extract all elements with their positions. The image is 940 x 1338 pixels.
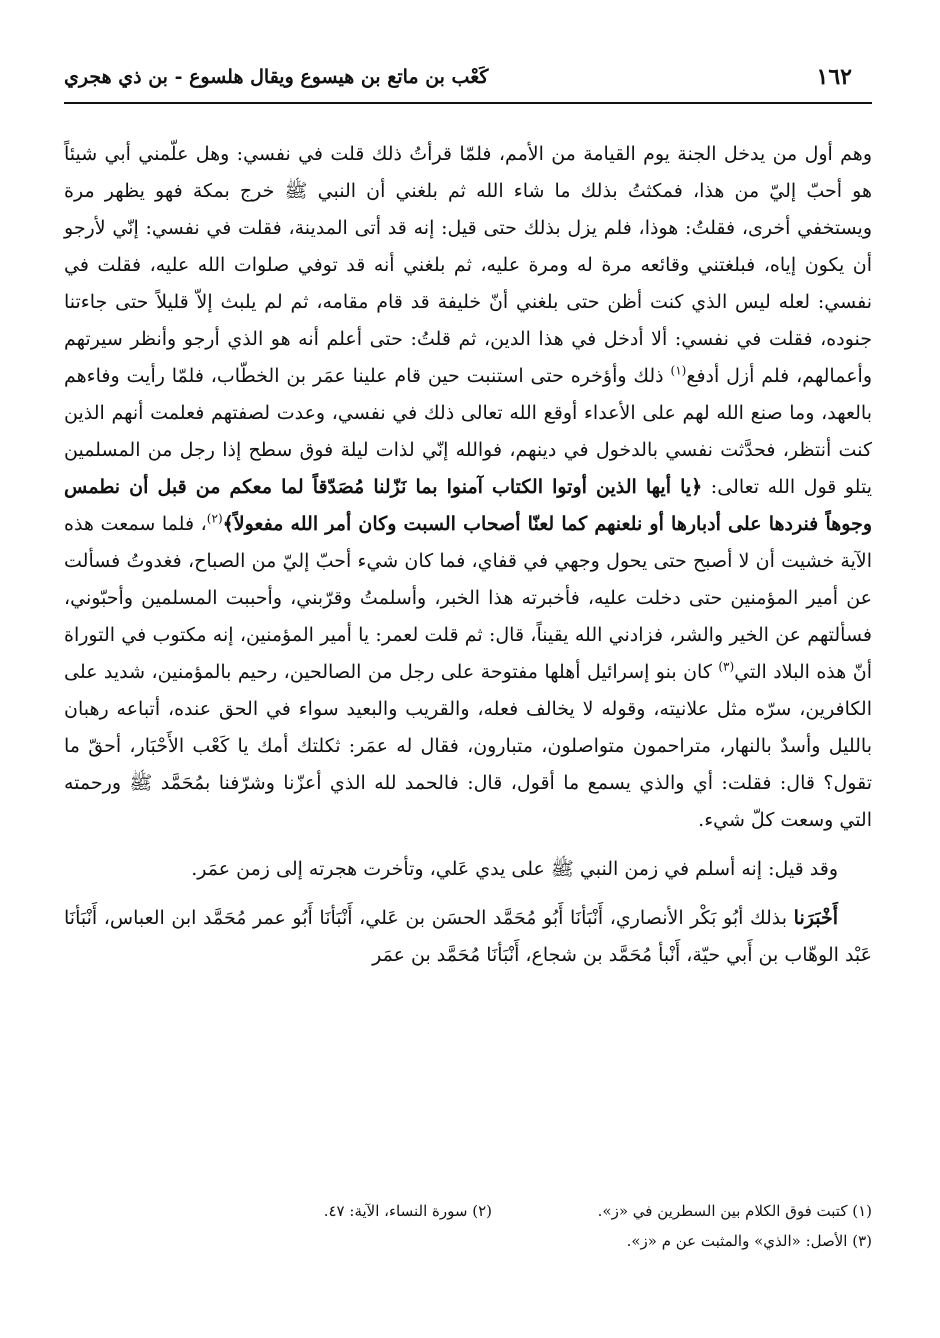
- paragraph-1-part-a: وهم أول من يدخل الجنة يوم القيامة من الأمم، فلمّا قرأتُ ذلك قلت في نفسي: وهل علّمني أبي شيئاً هو أحبّ إليّ من هذا، فمكثتُ بذلك ما شاء الله ثم بلغني أن النبي ﷺ خرج بمكة فهو يظهر مرة ويستخفي أخرى، فقلتُ: هوذا، فلم يزل بذلك حتى قيل: إنه قد أتى المدينة، فقلت في نفسي: إنّي لأرجو أن يكون إياه، فبلغتني وقائعه مرة له ومرة عليه، ثم بلغني أنه قد توفي صلوات الله عليه، فقلت في نفسي: لعله ليس الذي كنت أظن حتى بلغني أنّ خليفة قد قام مقامه، ثم لم يلبث إلاّ قليلاً حتى جاءتنا جنوده، فقلت في نفسي: ألا أدخل في هذا الدين، ثم قلتُ: حتى أعلم أنه هو الذي أرجو وأنظر سيرتهم وأعمالهم، فلم أزل أدفع: [64, 143, 872, 387]
- footnote-row: [64, 1196, 872, 1226]
- paragraph-1: [64, 136, 872, 839]
- footnote-row: [64, 1226, 872, 1256]
- footnote-ref-1: (١): [670, 363, 687, 378]
- paragraph-3: [64, 900, 872, 974]
- paragraph-1-part-d: كان بنو إسرائيل أهلها مفتوحة على رجل من الصالحين، رحيم بالمؤمنين، شديد على الكافرين، سرّه مثل علانيته، وقوله لا يخالف فعله، والقريب والبعيد سواء في الحق عنده، أتباعه رهبان بالليل وأسدٌ بالنهار، متراحمون متواصلون، متبارون، فقال له عمَر: ثكلتك أمك يا كَعْب الأَحْبَار، أحقّ ما تقول؟ قال: فقلت: أي والذي يسمع ما أقول، قال: فالحمد لله الذي أعزّنا وشرّفنا بمُحَمَّد ﷺ ورحمته التي وسعت كلّ شيء.: [64, 661, 872, 831]
- main-text: [64, 136, 872, 974]
- footnotes: [64, 1196, 872, 1256]
- footnote-3: (٣) الأصل: «الذي» والمثبت عن م «ز».: [626, 1232, 872, 1250]
- quran-verse: ﴿يا أيها الذين أوتوا الكتاب آمنوا بما نَزّلنا مُصَدّقاً لما معكم من قبل أن نطمس وجوهاً فنردها على أدبارها أو نلعنهم كما لعنّا أصحاب السبت وكان أمر الله مفعولاً﴾: [64, 476, 872, 535]
- paragraph-2: وقد قيل: إنه أسلم في زمن النبي ﷺ على يدي عَلي، وتأخرت هجرته إلى زمن عمَر.: [191, 858, 838, 880]
- footnote-ref-2: (٢): [206, 511, 223, 526]
- isnad-lead-word: أَخْبَرَنا: [793, 907, 838, 929]
- footnote-1: (١) كتبت فوق الكلام بين السطرين في «ز».: [597, 1202, 872, 1220]
- isnad-chain: بذلك أبُو بَكْر الأنصاري، أَنْبَأنَا أَبُو مُحَمَّد الحسَن بن عَلي، أَنْبَأنَا أَبُو عمر مُحَمَّد ابن العباس، أَنْبَأنَا عَبْد الوهّاب بن أَبي حيّة، أَنْبأ مُحَمَّد بن شجاع، أَنْبَأنَا مُحَمَّد بن عمَر: [64, 907, 872, 966]
- paragraph-1-part-c: ، فلما سمعت هذه الآية خشيت أن لا أصبح حتى يحول وجهي في قفاي، فما كان شيء أحبّ إليّ من الصباح، فغدوتُ فسألت عن أمير المؤمنين حتى دخلت عليه، فأخبرته هذا الخبر، وأسلمتُ وقرّبني، وأحببت المسلمين وأحبّوني، فسألتهم عن الخير والشر، فزادني الله يقيناً، قال: ثم قلت لعمر: يا أمير المؤمنين، إنه مكتوب في التوراة أنّ هذه البلاد التي: [64, 513, 872, 683]
- page-header: [64, 62, 872, 104]
- footnote-2: (٢) سورة النساء، الآية: ٤٧.: [323, 1202, 492, 1220]
- page-number: ١٦٢: [816, 64, 852, 90]
- running-title: كَعْب بن ماتع بن هيسوع ويقال هلسوع - بن ذي هجري: [64, 66, 489, 88]
- footnote-ref-3: (٣): [718, 659, 735, 674]
- paragraph-1-part-b: ذلك وأؤخره حتى استنبت حين قام علينا عمَر بن الخطّاب، فلمّا رأيت وفاءهم بالعهد، وما صنع الله لهم على الأعداء أوقع الله تعالى ذلك في نفسي، وعدت لصفتهم فعلمت أنهم الذين كنت أنتظر، فحدَّثت نفسي بالدخول في دينهم، فوالله إنّي لذات ليلة فوق سطح إذا رجل من المسلمين يتلو قول الله تعالى:: [64, 365, 872, 498]
